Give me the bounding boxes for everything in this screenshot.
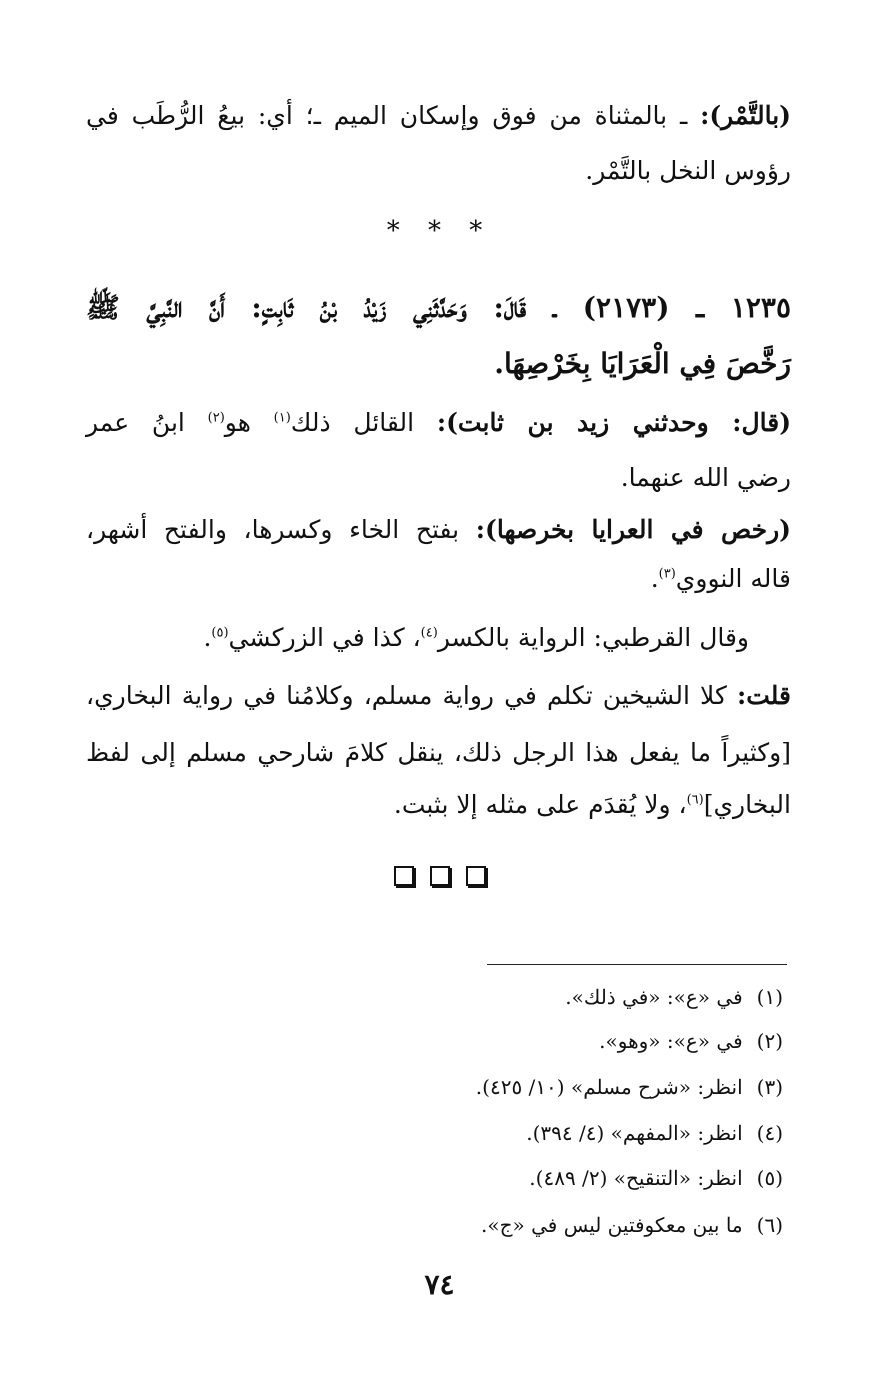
footnote-ref[interactable]: (٥) xyxy=(211,625,229,641)
footnote xyxy=(565,982,783,1012)
paragraph-line: رضي الله عنهما. xyxy=(620,463,791,492)
footnote-ref[interactable]: (٦) xyxy=(686,792,704,808)
commentary-text: ـ بالمثناة من فوق وإسكان الميم ـ؛ أي: بيعُ الرُّطَب في xyxy=(86,101,701,130)
footnote xyxy=(526,1118,783,1148)
footnote-rule xyxy=(487,964,787,965)
footnote-text: انظر: «المفهم» (٤/ ٣٩٤). xyxy=(526,1121,743,1145)
paragraph-line xyxy=(86,405,791,441)
lemma-heading: قلت: xyxy=(736,681,791,710)
commentary-text: القائل ذلك xyxy=(290,408,437,437)
footnote-ref[interactable]: (٢) xyxy=(207,410,225,426)
paragraph-line xyxy=(86,512,791,548)
commentary-text: كلا الشيخين تكلم في رواية مسلم، وكلامُنا في رواية البخاري، xyxy=(86,681,737,710)
hadith-text-line: ١٢٣٥ ـ (٢١٧٣) ـ قَالَ: وَحَدَّثَنِي زَيْدُ بْنُ ثَابِتٍ: أَنَّ النَّبِيَّ ﷺ xyxy=(86,291,791,324)
ornament-box-icon xyxy=(430,866,450,886)
paragraph-line: [وكثيراً ما يفعل هذا الرجل ذلك، ينقل كلامَ شارحي مسلم إلى لفظ xyxy=(86,738,791,767)
footnote xyxy=(481,1210,783,1240)
footnote-ref[interactable]: (٣) xyxy=(658,566,676,582)
footnote-text: انظر: «شرح مسلم» (١٠/ ٤٢٥). xyxy=(475,1075,743,1099)
section-end-ornament xyxy=(0,866,879,890)
ornament-box-icon xyxy=(394,866,414,886)
footnote-text: انظر: «التنقيح» (٢/ ٤٨٩). xyxy=(529,1166,743,1190)
commentary-text: . xyxy=(650,564,659,593)
commentary-text: ، ولا يُقدَم على مثله إلا بثبت. xyxy=(393,790,687,819)
section-separator: * * * xyxy=(386,216,493,246)
commentary-text: وقال القرطبي: الرواية بالكسر xyxy=(437,623,749,652)
commentary-text: ابنُ عمر xyxy=(86,408,208,437)
lemma-heading: (قال: وحدثني زيد بن ثابت): xyxy=(436,408,792,437)
lemma-heading: (بالتَّمْر): xyxy=(700,101,791,130)
footnote-number: (٥) xyxy=(756,1166,783,1190)
paragraph-line xyxy=(86,98,791,134)
footnote-ref[interactable]: (٤) xyxy=(420,625,438,641)
footnote xyxy=(599,1026,783,1056)
paragraph-line xyxy=(44,620,749,656)
lemma-heading: (رخص في العرايا بخرصها): xyxy=(475,515,791,544)
footnote-number: (١) xyxy=(756,985,783,1009)
footnote-number: (٣) xyxy=(756,1075,783,1099)
footnote xyxy=(476,1072,783,1102)
page-number: ٧٤ xyxy=(424,1268,455,1301)
commentary-text: . xyxy=(203,623,212,652)
paragraph-line: رؤوس النخل بالتَّمْر. xyxy=(585,156,791,185)
commentary-text: ، كذا في الزركشي xyxy=(228,623,421,652)
commentary-text: قاله النووي xyxy=(675,564,791,593)
footnote-number: (٤) xyxy=(756,1121,783,1145)
footnote-text: في «ع»: «في ذلك». xyxy=(565,985,743,1009)
paragraph-line xyxy=(86,787,791,823)
footnote-ref[interactable]: (١) xyxy=(273,410,291,426)
footnote-number: (٦) xyxy=(756,1213,783,1237)
footnote-text: ما بين معكوفتين ليس في «ج». xyxy=(481,1213,743,1237)
footnote-number: (٢) xyxy=(756,1029,783,1053)
hadith-text-line: رَخَّصَ فِي الْعَرَايَا بِخَرْصِهَا. xyxy=(494,347,791,380)
paragraph-line xyxy=(86,561,791,597)
ornament-box-icon xyxy=(466,866,486,886)
footnote xyxy=(529,1163,783,1193)
commentary-text: البخاري] xyxy=(703,790,791,819)
paragraph-line xyxy=(86,678,791,714)
commentary-text: بفتح الخاء وكسرها، والفتح أشهر، xyxy=(86,515,476,544)
footnote-text: في «ع»: «وهو». xyxy=(599,1029,743,1053)
commentary-text: هو xyxy=(224,408,274,437)
